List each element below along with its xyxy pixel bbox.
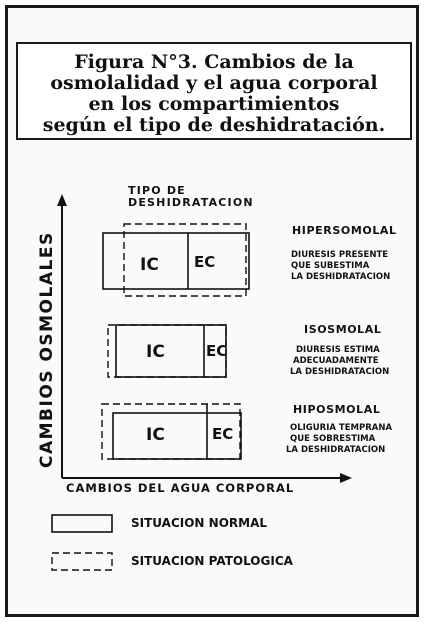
type-desc-line-2: QUE SOBRESTIMA bbox=[290, 434, 376, 444]
type-desc-line-3: LA DESHIDRATACION bbox=[286, 445, 386, 455]
ec-label: EC bbox=[206, 342, 228, 360]
normal-situation-box bbox=[103, 233, 249, 289]
title-line-2: osmolalidad y el agua corporal bbox=[50, 72, 378, 94]
y-axis-label: CAMBIOS OSMOLALES bbox=[37, 231, 57, 468]
type-desc-line-1: OLIGURIA TEMPRANA bbox=[290, 423, 393, 433]
hiposmolal-diagram bbox=[102, 404, 241, 459]
isosmolal-diagram bbox=[108, 325, 227, 377]
type-desc-line-3: LA DESHIDRATACION bbox=[290, 367, 390, 377]
ic-label: IC bbox=[146, 342, 165, 362]
isosmolal-text bbox=[290, 323, 389, 377]
title-line-4: según el tipo de deshidratación. bbox=[42, 114, 386, 136]
type-desc-line-1: DIURESIS PRESENTE bbox=[291, 250, 389, 260]
x-axis-label: CAMBIOS DEL AGUA CORPORAL bbox=[66, 481, 295, 495]
title-line-3: en los compartimientos bbox=[88, 93, 340, 115]
type-label-line-1: TIPO DE bbox=[128, 184, 186, 197]
legend-pathologic-label: SITUACION PATOLOGICA bbox=[131, 554, 293, 568]
hipersomolal-diagram bbox=[103, 224, 249, 296]
type-desc-line-2: ADECUADAMENTE bbox=[293, 356, 379, 366]
title-line-1: Figura N°3. Cambios de la bbox=[74, 51, 354, 73]
ec-label: EC bbox=[194, 253, 216, 271]
type-name: HIPERSOMOLAL bbox=[292, 224, 397, 237]
type-desc-line-3: LA DESHIDRATACION bbox=[291, 272, 391, 282]
type-desc-line-1: DIURESIS ESTIMA bbox=[296, 345, 380, 355]
type-name: HIPOSMOLAL bbox=[293, 403, 381, 416]
legend-normal-swatch bbox=[52, 515, 112, 532]
ec-label: EC bbox=[212, 425, 234, 443]
hiposmolal-text bbox=[286, 403, 392, 455]
type-desc-line-2: QUE SUBESTIMA bbox=[291, 261, 370, 271]
x-axis-arrow-icon bbox=[340, 473, 352, 483]
legend-pathologic-swatch bbox=[52, 553, 112, 570]
legend-normal-label: SITUACION NORMAL bbox=[131, 516, 268, 530]
hipersomolal-text bbox=[291, 224, 397, 282]
ic-label: IC bbox=[140, 255, 159, 275]
type-label-line-2: DESHIDRATACION bbox=[128, 196, 254, 209]
type-name: ISOSMOLAL bbox=[304, 323, 382, 336]
y-axis-arrow-icon bbox=[57, 194, 67, 206]
ic-label: IC bbox=[146, 425, 165, 445]
